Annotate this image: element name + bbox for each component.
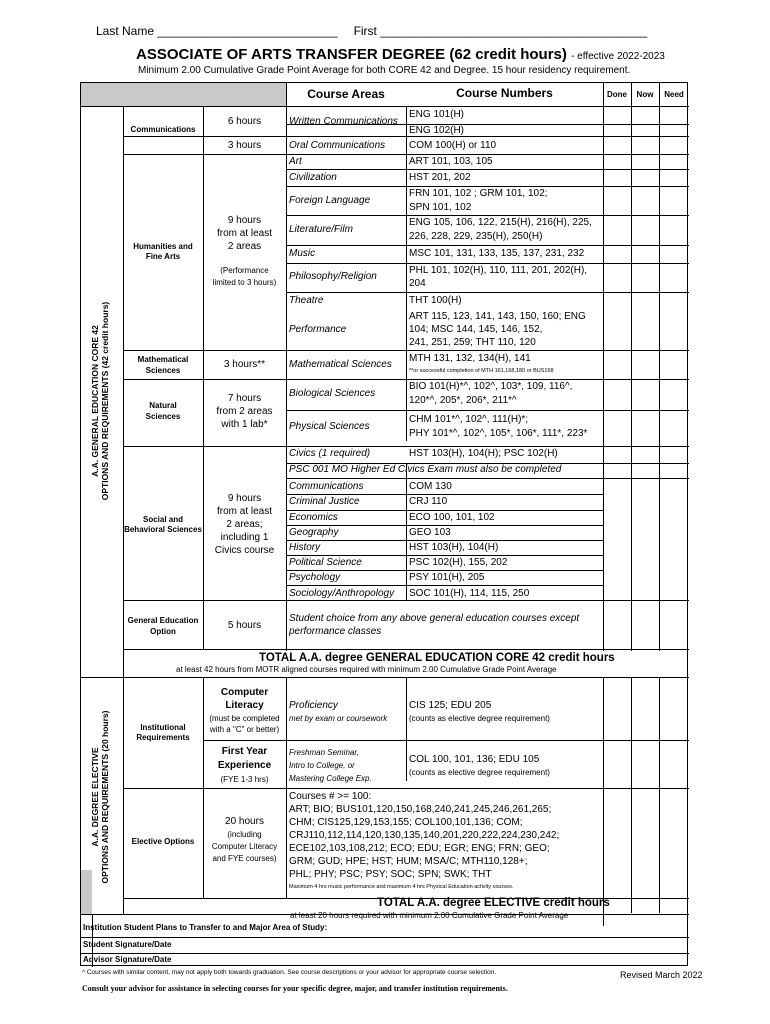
area-written-communications: Written Communications	[289, 116, 398, 127]
area-physical-sciences: Physical Sciences	[289, 421, 370, 432]
rule	[123, 136, 689, 137]
rule	[631, 677, 632, 913]
category-math-line2: Sciences	[145, 366, 181, 375]
area-literature-film: Literature/Film	[289, 224, 353, 235]
natural-hours-2: from 2 areas	[216, 406, 273, 417]
area-art: Art	[289, 156, 302, 167]
rule	[286, 555, 603, 556]
col-course-areas: Course Areas	[307, 87, 385, 101]
category-communications: Communications	[130, 125, 196, 134]
course-num-com: COM 100(H) or 110	[409, 140, 497, 151]
header-shade	[81, 83, 286, 106]
category-gen-ed-line2: Option	[150, 627, 176, 636]
course-num-literature-2: 226, 228, 229, 235(H), 250(H)	[409, 231, 543, 242]
rule	[81, 106, 689, 107]
math-alternative-note: **or successful completion of MTH 161,168,180 or BUS168	[409, 368, 554, 374]
footer-consult-note: Consult your advisor for assistance in selecting courses for your specific degree, major, and transfer institution requirements.	[82, 984, 508, 993]
gen-ed-text-2: performance classes	[289, 626, 382, 637]
elective-total-label: TOTAL A.A. degree ELECTIVE credit hours	[377, 897, 610, 909]
rule	[123, 106, 124, 915]
area-political-science: Political Science	[289, 557, 362, 568]
rule	[123, 379, 689, 380]
area-economics: Economics	[289, 512, 338, 523]
rule	[123, 446, 689, 447]
natural-hours-1: 7 hours	[227, 393, 262, 404]
humanities-hours-2: from at least	[216, 228, 273, 239]
elective-hours-1: 20 hours	[225, 816, 264, 827]
rule	[406, 463, 407, 600]
social-hours-3: 2 areas;	[226, 519, 263, 530]
course-num-hst: HST 103(H), 104(H)	[409, 542, 499, 553]
course-num-soc: SOC 101(H), 114, 115, 250	[409, 588, 530, 599]
course-num-theatre: THT 100(H)	[409, 295, 462, 306]
rule	[406, 677, 407, 781]
area-foreign-language: Foreign Language	[289, 195, 371, 206]
footer-course-note: ^ Courses with similar content, may not apply both towards graduation. See course descriptions or your advisor for appropriate course selection.	[82, 969, 497, 976]
course-num-phy-2: PHY 101*^, 102^, 105*, 106*, 111*, 223*	[409, 428, 588, 439]
computer-literacy-line1: Computer	[220, 687, 269, 698]
rule	[123, 600, 689, 601]
fye-area-2: Intro to College, or	[289, 761, 355, 770]
rule	[286, 215, 689, 216]
natural-hours-3: with 1 lab*	[221, 419, 268, 430]
fye-line3: (FYE 1-3 hrs)	[220, 775, 269, 784]
category-gen-ed-line1: General Education	[127, 616, 199, 625]
rule	[286, 478, 689, 479]
course-num-performance-3: 241, 251, 259; THT 110, 120	[409, 337, 536, 348]
last-name-field[interactable]: Last Name ___________________________	[96, 24, 338, 38]
fye-counts-note: (counts as elective degree requirement)	[409, 768, 550, 777]
course-num-phy-1: CHM 101*^, 102^, 111(H)*;	[409, 414, 529, 425]
elective-course-line-3: CHM; CIS125,129,153,155; COL100,101,136; COM;	[289, 817, 523, 828]
transfer-plans-field[interactable]: Institution Student Plans to Transfer to and Major Area of Study:	[83, 923, 328, 932]
course-num-philosophy-1: PHL 101, 102(H), 110, 111, 201, 202(H),	[409, 265, 588, 276]
civics-exam-note: PSC 001 MO Higher Ed Civics Exam must also be completed	[289, 464, 562, 475]
title-text: ASSOCIATE OF ARTS TRANSFER DEGREE (62 credit hours)	[136, 46, 567, 63]
communications-hours-oral: 3 hours	[227, 140, 262, 151]
area-sociology-anthropology: Sociology/Anthropology	[289, 588, 395, 599]
rule	[286, 263, 689, 264]
core-side-line1: A.A. GENERAL EDUCATION CORE 42	[90, 325, 100, 477]
category-institutional-line2: Requirements	[136, 733, 190, 742]
elective-hours-2: (including	[227, 830, 262, 839]
rule	[81, 937, 689, 938]
course-num-bio-2: 120*^, 205*, 206*, 211*^	[409, 395, 517, 406]
course-num-psc: PSC 102(H), 155, 202	[409, 557, 508, 568]
rule	[203, 106, 204, 649]
area-proficiency-note: met by exam or coursework	[289, 714, 388, 723]
computer-literacy-counts-note: (counts as elective degree requirement)	[409, 714, 550, 723]
fye-line1: First Year	[221, 746, 268, 757]
elective-side-label	[90, 700, 114, 894]
rule	[81, 953, 689, 954]
category-social-line1: Social and	[142, 515, 183, 524]
area-philosophy-religion: Philosophy/Religion	[289, 271, 377, 282]
course-num-psy: PSY 101(H), 205	[409, 572, 485, 583]
student-signature-field[interactable]: Student Signature/Date	[83, 940, 172, 949]
course-num-eco: ECO 100, 101, 102	[409, 512, 495, 523]
elective-side-line1: A.A. DEGREE ELECTIVE	[90, 747, 100, 847]
area-proficiency: Proficiency	[289, 700, 338, 711]
elective-side-line2: OPTIONS AND REQUIREMENTS (20 hours)	[100, 710, 110, 884]
category-humanities-line1: Humanities and	[133, 242, 193, 251]
rule	[286, 186, 689, 187]
gen-ed-text-1: Student choice from any above general education courses except	[289, 613, 580, 624]
category-humanities-line2: Fine Arts	[145, 252, 181, 261]
core-total-note: at least 42 hours from MOTR aligned courses required with minimum 2.00 Cumulative Grade Point Average	[176, 665, 557, 674]
col-need: Need	[664, 90, 684, 99]
course-num-bio-1: BIO 101(H)*^, 102^, 103*, 109, 116^,	[409, 381, 573, 392]
rule	[123, 350, 689, 351]
area-mathematical-sciences: Mathematical Sciences	[289, 359, 392, 370]
social-hours-1: 9 hours	[227, 493, 262, 504]
area-criminal-justice: Criminal Justice	[289, 496, 360, 507]
math-hours: 3 hours**	[223, 359, 266, 370]
course-num-math: MTH 131, 132, 134(H), 141	[409, 353, 531, 364]
category-natural-line1: Natural	[149, 401, 177, 410]
col-done: Done	[607, 90, 627, 99]
rule	[123, 788, 689, 789]
elective-course-line-5: ECE102,103,108,212; ECO; EDU; EGR; ENG; FRN; GEO;	[289, 843, 550, 854]
core-total-label: TOTAL A.A. degree GENERAL EDUCATION CORE 42 credit hours	[259, 652, 615, 664]
footer-revised-date: Revised March 2022	[620, 970, 703, 980]
category-natural-line2: Sciences	[145, 412, 181, 421]
elective-course-line-1: Courses # >= 100:	[289, 791, 372, 802]
elective-course-line-4: CRJ110,112,114,120,130,135,140,201,220,222,224,230,242;	[289, 830, 560, 841]
rule	[286, 510, 603, 511]
elective-course-line-2: ART; BIO; BUS101,120,150,168,240,241,245,246,261,265;	[289, 804, 552, 815]
area-civics: Civics (1 required)	[289, 448, 371, 459]
course-num-crj: CRJ 110	[409, 496, 448, 507]
category-social-line2: Behavioral Sciences	[124, 525, 202, 534]
core-side-label	[90, 213, 114, 589]
elective-limit-note: Maximum 4 hrs music performance and maximum 4 hrs Physical Education activity courses.	[289, 884, 514, 890]
social-hours-4: including 1	[220, 532, 269, 543]
rule	[286, 494, 603, 495]
rule	[286, 525, 603, 526]
social-hours-5: Civics course	[214, 545, 275, 556]
rule	[286, 292, 689, 293]
col-course-numbers: Course Numbers	[456, 86, 553, 100]
effective-date: - effective 2022-2023	[571, 51, 665, 62]
humanities-note-1: (Performance	[220, 266, 269, 275]
social-hours-2: from at least	[216, 506, 273, 517]
humanities-hours-1: 9 hours	[227, 215, 262, 226]
course-num-philosophy-2: 204	[409, 278, 426, 289]
course-num-foreign-1: FRN 101, 102 ; GRM 101, 102;	[409, 188, 548, 199]
course-num-eng102: ENG 102(H)	[409, 125, 465, 136]
gen-ed-hours: 5 hours	[227, 620, 262, 631]
rule	[123, 649, 689, 650]
category-institutional-line1: Institutional	[140, 723, 186, 732]
rule	[286, 410, 689, 411]
computer-literacy-line2: Literacy	[225, 700, 264, 711]
rule	[286, 570, 603, 571]
area-music: Music	[289, 248, 316, 259]
elective-course-line-7: PHL; PHY; PSC; PSY; SOC; SPN; SWK; THT	[289, 869, 492, 880]
page-title	[136, 46, 665, 63]
page-subtitle: Minimum 2.00 Cumulative Grade Point Average for both CORE 42 and Degree. 15 hour residency requirement.	[138, 65, 631, 76]
rule	[659, 677, 660, 913]
rule	[123, 154, 689, 155]
course-num-music: MSC 101, 131, 133, 135, 137, 231, 232	[409, 248, 585, 259]
computer-literacy-line4: with a "C" or better)	[209, 725, 280, 734]
elective-total-note: at least 20 hours required with minimum 2.00 Cumulative Grade Point Average	[290, 911, 569, 920]
category-math-line1: Mathematical	[137, 355, 189, 364]
area-performance: Performance	[289, 324, 347, 335]
area-history: History	[289, 542, 321, 553]
rule	[81, 677, 689, 678]
area-geography: Geography	[289, 527, 339, 538]
rule	[406, 106, 407, 441]
area-psychology: Psychology	[289, 572, 341, 583]
degree-worksheet-table	[80, 82, 688, 966]
elective-course-line-6: GRM; GUD; HPE; HST; HUM; MSA/C; MTH110,128+;	[289, 856, 528, 867]
area-biological-sciences: Biological Sciences	[289, 388, 376, 399]
course-num-foreign-2: SPN 101, 102	[409, 202, 472, 213]
fye-area-1: Freshman Seminar,	[289, 748, 359, 757]
computer-literacy-line3: (must be completed	[209, 714, 280, 723]
course-num-fye: COL 100, 101, 136; EDU 105	[409, 754, 540, 765]
humanities-note-2: limited to 3 hours)	[212, 278, 277, 287]
fye-area-3: Mastering College Exp.	[289, 774, 372, 783]
course-num-performance-1: ART 115, 123, 141, 143, 150, 160; ENG	[409, 311, 586, 322]
elective-hours-4: and FYE courses)	[212, 854, 277, 863]
area-communications: Communications	[289, 481, 364, 492]
elective-hours-3: Computer Literacy	[211, 842, 278, 851]
course-num-civilization: HST 201, 202	[409, 172, 471, 183]
rule	[286, 540, 603, 541]
area-theatre: Theatre	[289, 295, 324, 306]
communications-hours-written: 6 hours	[227, 116, 262, 127]
rule	[203, 740, 689, 741]
col-now: Now	[636, 90, 654, 99]
rule	[286, 585, 603, 586]
area-oral-communications: Oral Communications	[289, 140, 386, 151]
course-num-geo: GEO 103	[409, 527, 451, 538]
course-num-computer-literacy: CIS 125; EDU 205	[409, 700, 492, 711]
course-num-com130: COM 130	[409, 481, 452, 492]
rule	[286, 169, 689, 170]
name-fields	[96, 24, 647, 38]
area-civilization: Civilization	[289, 172, 337, 183]
category-elective-options: Elective Options	[131, 837, 195, 846]
first-name-field[interactable]: First ________________________________________	[353, 24, 648, 38]
advisor-signature-field[interactable]: Advisor Signature/Date	[83, 955, 172, 964]
rule	[286, 245, 689, 246]
course-num-civics: HST 103(H), 104(H); PSC 102(H)	[409, 448, 558, 459]
humanities-hours-3: 2 areas	[227, 241, 262, 252]
fye-line2: Experience	[217, 760, 272, 771]
course-num-eng101: ENG 101(H)	[409, 109, 465, 120]
course-num-literature-1: ENG 105, 106, 122, 215(H), 216(H), 225,	[409, 217, 592, 228]
core-side-line2: OPTIONS AND REQUIREMENTS (42 credit hours)	[100, 301, 110, 501]
course-num-performance-2: 104; MSC 144, 145, 146, 152,	[409, 324, 543, 335]
course-num-art: ART 101, 103, 105	[409, 156, 493, 167]
rule	[603, 677, 604, 926]
